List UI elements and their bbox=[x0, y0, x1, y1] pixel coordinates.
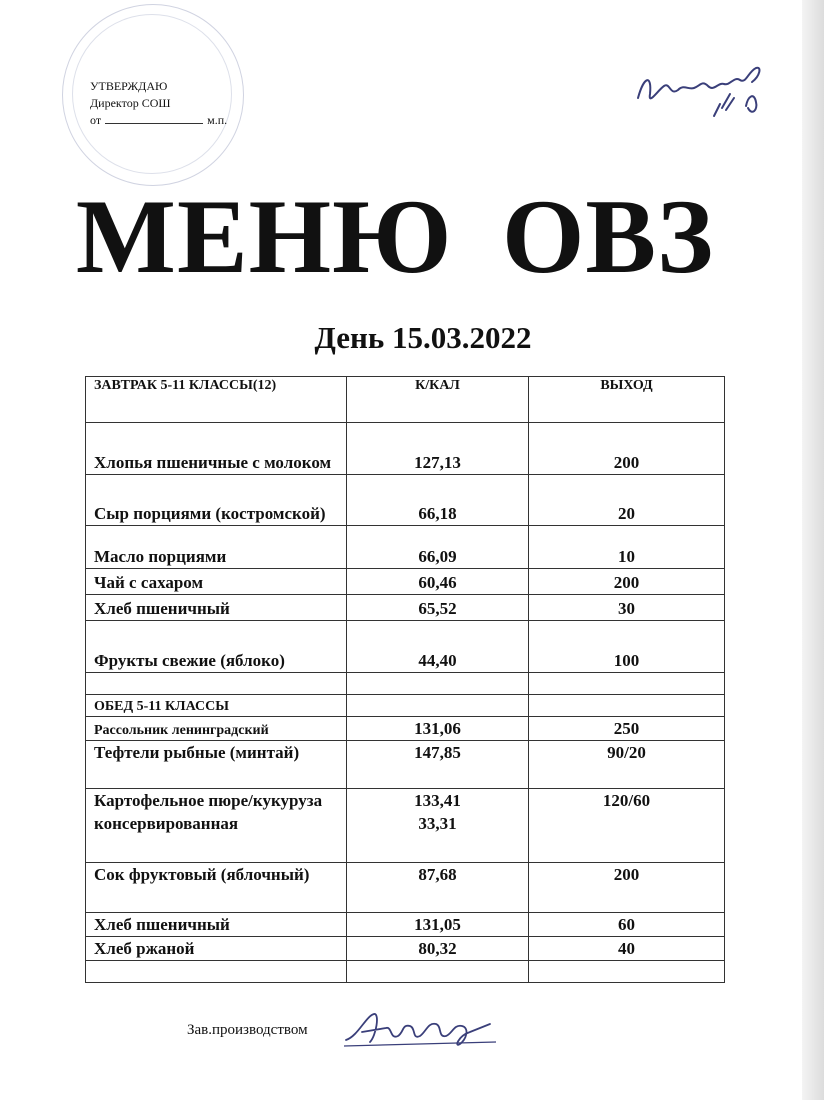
table-row bbox=[86, 423, 725, 475]
dish-output: 60 bbox=[529, 913, 725, 937]
date-heading: День 15.03.2022 bbox=[314, 320, 532, 355]
dish-name: Фрукты свежие (яблоко) bbox=[86, 621, 347, 673]
approval-line-2: Директор СОШ bbox=[90, 96, 171, 110]
dish-kcal: 87,68 bbox=[347, 863, 529, 913]
table-row bbox=[86, 621, 725, 673]
header-breakfast: ЗАВТРАК 5-11 КЛАССЫ(12) bbox=[86, 377, 347, 423]
table-row bbox=[86, 789, 725, 863]
table-row bbox=[86, 937, 725, 961]
production-manager-label: Зав.производством bbox=[187, 1022, 308, 1038]
table-row bbox=[86, 526, 725, 569]
dish-output: 30 bbox=[529, 595, 725, 621]
table-row bbox=[86, 913, 725, 937]
dish-name: Хлеб пшеничный bbox=[86, 913, 347, 937]
table-row bbox=[86, 741, 725, 789]
dish-name: Картофельное пюре/кукуруза консервированная bbox=[86, 789, 347, 863]
lunch-header-row bbox=[86, 695, 725, 717]
dish-kcal: 131,06 bbox=[347, 717, 529, 741]
table-row bbox=[86, 475, 725, 526]
approval-from: от bbox=[90, 113, 102, 127]
handwritten-signature-bottom bbox=[340, 1006, 500, 1056]
dish-output: 40 bbox=[529, 937, 725, 961]
dish-output: 10 bbox=[529, 526, 725, 569]
dish-output: 120/60 bbox=[529, 789, 725, 863]
table-spacer-row bbox=[86, 961, 725, 983]
dish-name: Сок фруктовый (яблочный) bbox=[86, 863, 347, 913]
dish-output: 20 bbox=[529, 475, 725, 526]
handwritten-signature-top bbox=[630, 46, 780, 136]
dish-kcal: 133,41 bbox=[414, 791, 461, 810]
dish-name: Хлеб пшеничный bbox=[86, 595, 347, 621]
dish-name: Тефтели рыбные (минтай) bbox=[86, 741, 347, 789]
dish-name: Рассольник ленинградский bbox=[86, 717, 347, 741]
dish-kcal: 66,18 bbox=[347, 475, 529, 526]
dish-kcal: 131,05 bbox=[347, 913, 529, 937]
dish-name: Сыр порциями (костромской) bbox=[86, 475, 347, 526]
table-row bbox=[86, 717, 725, 741]
approval-mp: м.п. bbox=[207, 113, 228, 127]
dish-output: 90/20 bbox=[529, 741, 725, 789]
paper-edge bbox=[802, 0, 824, 1100]
table-row bbox=[86, 569, 725, 595]
dish-output: 250 bbox=[529, 717, 725, 741]
table-spacer-row bbox=[86, 673, 725, 695]
dish-kcal-secondary: 33,31 bbox=[418, 814, 457, 833]
dish-kcal: 66,09 bbox=[347, 526, 529, 569]
dish-kcal: 65,52 bbox=[347, 595, 529, 621]
approval-block bbox=[90, 78, 227, 129]
table-header-row bbox=[86, 377, 725, 423]
dish-kcal: 80,32 bbox=[347, 937, 529, 961]
dish-name: Масло порциями bbox=[86, 526, 347, 569]
page-title: МЕНЮ ОВЗ bbox=[75, 178, 715, 295]
dish-kcal: 127,13 bbox=[347, 423, 529, 475]
dish-name: Чай с сахаром bbox=[86, 569, 347, 595]
dish-name: Хлопья пшеничные с молоком bbox=[86, 423, 347, 475]
dish-kcal: 147,85 bbox=[347, 741, 529, 789]
dish-kcal: 60,46 bbox=[347, 569, 529, 595]
dish-output: 200 bbox=[529, 423, 725, 475]
dish-output: 200 bbox=[529, 569, 725, 595]
dish-kcal: 44,40 bbox=[347, 621, 529, 673]
header-kcal: К/КАЛ bbox=[347, 377, 529, 423]
menu-table bbox=[85, 376, 725, 983]
approval-line-1: УТВЕРЖДАЮ bbox=[90, 79, 168, 93]
approval-line-3 bbox=[90, 112, 227, 129]
approval-blank-line bbox=[105, 113, 203, 124]
table-row bbox=[86, 863, 725, 913]
dish-output: 100 bbox=[529, 621, 725, 673]
dish-kcal-group bbox=[347, 789, 529, 863]
table-row bbox=[86, 595, 725, 621]
dish-name: Хлеб ржаной bbox=[86, 937, 347, 961]
header-output: ВЫХОД bbox=[529, 377, 725, 423]
lunch-header: ОБЕД 5-11 КЛАССЫ bbox=[86, 695, 347, 717]
dish-output: 200 bbox=[529, 863, 725, 913]
